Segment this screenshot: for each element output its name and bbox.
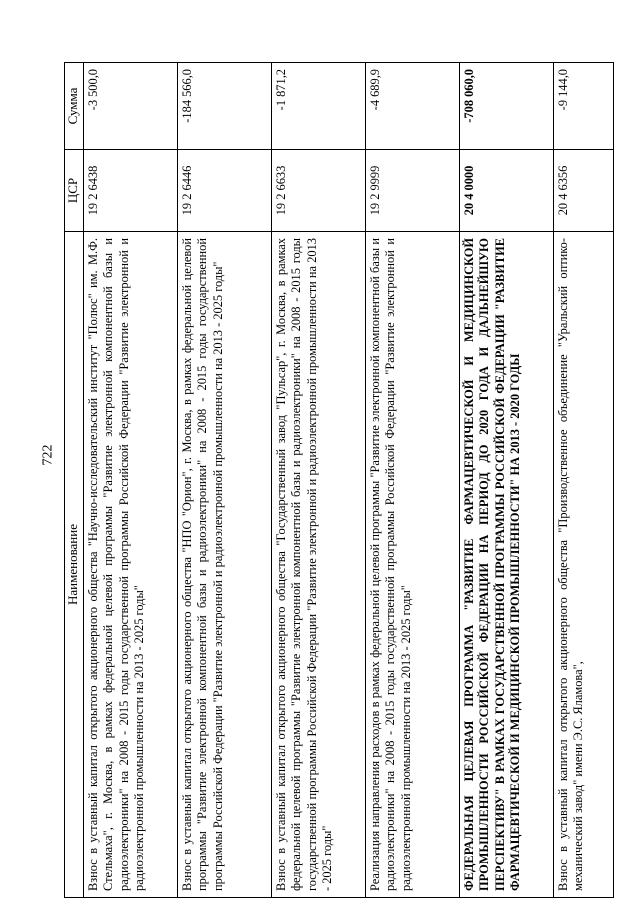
- row-name: Взнос в уставный капитал открытого акционерного общества "Производственное объединение "Уральский оптико-механический завод" имени Э.С. Яламова",: [554, 232, 614, 898]
- table-row: [178, 63, 272, 898]
- row-sum: -1 871,2: [272, 63, 366, 150]
- row-name: Взнос в уставный капитал открытого акционерного общества "Научно-исследовательский институт "Полюс" им. М.Ф. Стельмаха", г. Москва, в рамках федеральной целевой программы "Развитие электронной компонентной базы и радиоэлектроники" на 2008 - 2015 годы государственной программы Российской Федерации "Развитие электронной и радиоэлектронной промышленности на 2013 - 2025 годы": [84, 232, 178, 898]
- row-name: Взнос в уставный капитал открытого акционерного общества "НПО "Орион", г. Москва, в рамках федеральной целевой программы "Развитие электронной компонентной базы и радиоэлектроники" на 2008 - 2015 годы государственной программы Российской Федерации "Развитие электронной и радиоэлектронной промышленности на 2013 - 2025 годы": [178, 232, 272, 898]
- row-csr: 19 2 9999: [366, 150, 460, 232]
- table-row: [554, 63, 614, 898]
- rotated-page: [64, 63, 610, 898]
- page-number-text: 722: [40, 444, 55, 466]
- row-sum: -708 060,0: [460, 63, 554, 150]
- row-name: Взнос в уставный капитал открытого акционерного общества "Государственный завод "Пульсар", г. Москва, в рамках федеральной целевой программы "Развитие электронной компонентной базы и радиоэлектроники" на 2008 - 2015 годы государственной программы Российской Федерации "Развитие электронной и радиоэлектронной промышленности на 2013 - 2025 годы": [272, 232, 366, 898]
- row-name: Реализация направления расходов в рамках федеральной целевой программы "Развитие электронной компонентной базы и радиоэлектроники" на 2008 - 2015 годы государственной программы Российской Федерации "Развитие электронной и радиоэлектронной промышленности на 2013 - 2025 годы": [366, 232, 460, 898]
- row-csr: 20 4 6356: [554, 150, 614, 232]
- table-row: [84, 63, 178, 898]
- table-row: [366, 63, 460, 898]
- header-name: Наименование: [65, 232, 84, 898]
- row-csr: 19 2 6446: [178, 150, 272, 232]
- table-row: [460, 63, 554, 898]
- header-sum: Сумма: [65, 63, 84, 150]
- table-row: [272, 63, 366, 898]
- page-number: [36, 443, 60, 467]
- row-sum: -3 500,0: [84, 63, 178, 150]
- header-csr: ЦСР: [65, 150, 84, 232]
- row-csr: 20 4 0000: [460, 150, 554, 232]
- budget-table: [64, 62, 614, 898]
- table-header-row: [65, 63, 84, 898]
- row-name: ФЕДЕРАЛЬНАЯ ЦЕЛЕВАЯ ПРОГРАММА "РАЗВИТИЕ ФАРМАЦЕВТИЧЕСКОЙ И МЕДИЦИНСКОЙ ПРОМЫШЛЕННОСТИ РОССИЙСКОЙ ФЕДЕРАЦИИ НА ПЕРИОД ДО 2020 ГОДА И ДАЛЬНЕЙШУЮ ПЕРСПЕКТИВУ" В РАМКАХ ГОСУДАРСТВЕННОЙ ПРОГРАММЫ РОССИЙСКОЙ ФЕДЕРАЦИИ "РАЗВИТИЕ ФАРМАЦЕВТИЧЕСКОЙ И МЕДИЦИНСКОЙ ПРОМЫШЛЕННОСТИ" НА 2013 - 2020 ГОДЫ: [460, 232, 554, 898]
- row-csr: 19 2 6633: [272, 150, 366, 232]
- row-sum: -4 689,9: [366, 63, 460, 150]
- row-csr: 19 2 6438: [84, 150, 178, 232]
- row-sum: -184 566,0: [178, 63, 272, 150]
- row-sum: -9 144,0: [554, 63, 614, 150]
